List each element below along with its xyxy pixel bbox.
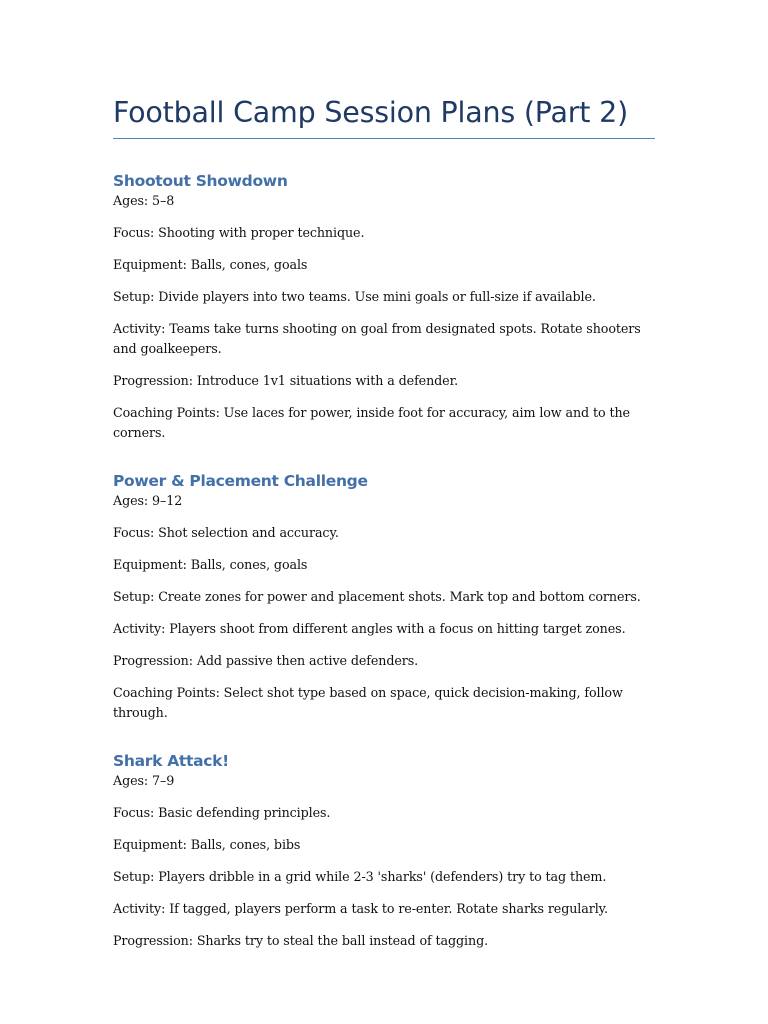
ages-line: Ages: 9–12	[113, 493, 183, 508]
focus-line: Focus: Shooting with proper technique.	[113, 225, 365, 240]
activity-line: Activity: Teams take turns shooting on goal from designated spots. Rotate shooters and goalkeepers.	[113, 321, 641, 356]
document-title: Football Camp Session Plans (Part 2)	[113, 96, 628, 129]
section-heading: Power & Placement Challenge	[113, 472, 368, 490]
progression-line: Progression: Sharks try to steal the ball instead of tagging.	[113, 933, 489, 948]
section-body	[113, 491, 656, 723]
coaching-points-line: Coaching Points: Select shot type based on space, quick decision-making, follow through.	[113, 685, 623, 720]
equipment-line: Equipment: Balls, cones, goals	[113, 557, 308, 572]
setup-line: Setup: Divide players into two teams. Use mini goals or full-size if available.	[113, 289, 596, 304]
document-page	[113, 94, 656, 963]
equipment-line: Equipment: Balls, cones, bibs	[113, 837, 301, 852]
equipment-line: Equipment: Balls, cones, goals	[113, 257, 308, 272]
ages-line: Ages: 5–8	[113, 193, 175, 208]
focus-line: Focus: Basic defending principles.	[113, 805, 331, 820]
section-heading: Shark Attack!	[113, 752, 229, 770]
section-body	[113, 771, 656, 951]
section-heading: Shootout Showdown	[113, 172, 288, 190]
section-body	[113, 191, 656, 443]
title-divider	[113, 138, 655, 139]
ages-line: Ages: 7–9	[113, 773, 175, 788]
activity-line: Activity: If tagged, players perform a task to re-enter. Rotate sharks regularly.	[113, 901, 608, 916]
progression-line: Progression: Add passive then active defenders.	[113, 653, 419, 668]
focus-line: Focus: Shot selection and accuracy.	[113, 525, 339, 540]
session-section-shootout-showdown	[113, 171, 656, 443]
session-section-power-placement-challenge	[113, 471, 656, 723]
setup-line: Setup: Players dribble in a grid while 2-3 'sharks' (defenders) try to tag them.	[113, 869, 607, 884]
setup-line: Setup: Create zones for power and placement shots. Mark top and bottom corners.	[113, 589, 641, 604]
activity-line: Activity: Players shoot from different angles with a focus on hitting target zones.	[113, 621, 626, 636]
session-section-shark-attack	[113, 751, 656, 951]
progression-line: Progression: Introduce 1v1 situations with a defender.	[113, 373, 459, 388]
coaching-points-line: Coaching Points: Use laces for power, inside foot for accuracy, aim low and to the corners.	[113, 405, 630, 440]
